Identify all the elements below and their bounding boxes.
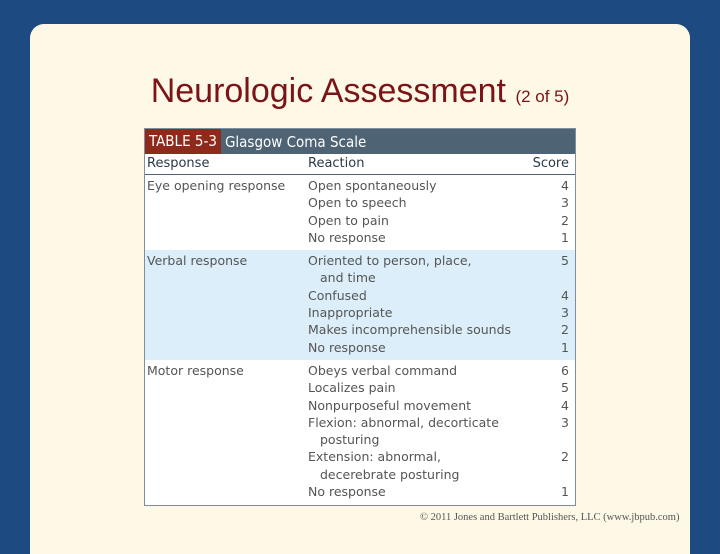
table-row bbox=[145, 339, 575, 356]
table-row bbox=[145, 177, 575, 194]
score-cell: 5 bbox=[561, 253, 569, 269]
table-row bbox=[145, 269, 575, 286]
reaction-cell: and time bbox=[320, 270, 376, 286]
title-text: Neurologic Assessment bbox=[150, 72, 506, 110]
reaction-cell: Open to speech bbox=[308, 195, 407, 211]
header-response: Response bbox=[147, 156, 210, 171]
score-cell: 1 bbox=[561, 484, 569, 500]
score-cell: 5 bbox=[561, 380, 569, 396]
column-headers bbox=[145, 154, 575, 175]
reaction-cell: decerebrate posturing bbox=[320, 466, 460, 482]
table-row bbox=[145, 287, 575, 304]
reaction-cell: posturing bbox=[320, 432, 380, 448]
copyright: © 2011 Jones and Bartlett Publishers, LLC (www.jbpub.com) bbox=[420, 512, 680, 523]
title-suffix: (2 of 5) bbox=[515, 87, 570, 106]
table-name: Glasgow Coma Scale bbox=[224, 132, 367, 151]
score-cell: 4 bbox=[561, 397, 569, 413]
table-row bbox=[145, 483, 575, 500]
reaction-cell: No response bbox=[308, 484, 386, 500]
reaction-cell: Open to pain bbox=[308, 212, 389, 228]
table-row bbox=[145, 466, 575, 483]
reaction-cell: Makes incomprehensible sounds bbox=[308, 322, 512, 338]
reaction-cell: Inappropriate bbox=[308, 305, 393, 321]
response-cell: Verbal response bbox=[147, 253, 248, 269]
reaction-cell: Obeys verbal command bbox=[308, 362, 458, 378]
table-row bbox=[145, 194, 575, 211]
table-row bbox=[145, 431, 575, 448]
table-row bbox=[145, 304, 575, 321]
table-row bbox=[145, 362, 575, 379]
table-group bbox=[145, 360, 575, 504]
table-group bbox=[145, 175, 575, 250]
reaction-cell: Oriented to person, place, bbox=[308, 253, 472, 269]
table-tag: TABLE 5-3 bbox=[145, 129, 221, 154]
reaction-cell: Confused bbox=[308, 287, 367, 303]
reaction-cell: No response bbox=[308, 229, 386, 245]
header-score: Score bbox=[532, 156, 569, 171]
score-cell: 3 bbox=[561, 195, 569, 211]
score-cell: 2 bbox=[561, 212, 569, 228]
score-cell: 2 bbox=[561, 322, 569, 338]
response-cell: Motor response bbox=[147, 362, 244, 378]
score-cell: 4 bbox=[561, 287, 569, 303]
table-row bbox=[145, 448, 575, 465]
header-reaction: Reaction bbox=[308, 156, 365, 171]
slide-title bbox=[0, 72, 720, 111]
score-cell: 3 bbox=[561, 414, 569, 430]
response-cell: Eye opening response bbox=[147, 178, 286, 193]
table-row bbox=[145, 379, 575, 396]
table-row bbox=[145, 252, 575, 269]
score-cell: 6 bbox=[561, 362, 569, 378]
table-row bbox=[145, 414, 575, 431]
score-cell: 1 bbox=[561, 229, 569, 245]
reaction-cell: Extension: abnormal, bbox=[308, 449, 441, 465]
table-row bbox=[145, 212, 575, 229]
reaction-cell: Nonpurposeful movement bbox=[308, 397, 472, 413]
reaction-cell: No response bbox=[308, 339, 386, 355]
score-cell: 2 bbox=[561, 449, 569, 465]
reaction-cell: Flexion: abnormal, decorticate bbox=[308, 414, 499, 430]
table-row bbox=[145, 321, 575, 338]
score-cell: 1 bbox=[561, 339, 569, 355]
table-row bbox=[145, 229, 575, 246]
table-title-bar bbox=[145, 129, 575, 154]
reaction-cell: Localizes pain bbox=[308, 380, 396, 396]
score-cell: 4 bbox=[561, 178, 569, 193]
glasgow-coma-scale-table bbox=[144, 128, 576, 506]
score-cell: 3 bbox=[561, 305, 569, 321]
table-row bbox=[145, 397, 575, 414]
reaction-cell: Open spontaneously bbox=[308, 178, 437, 193]
table-group bbox=[145, 250, 575, 360]
